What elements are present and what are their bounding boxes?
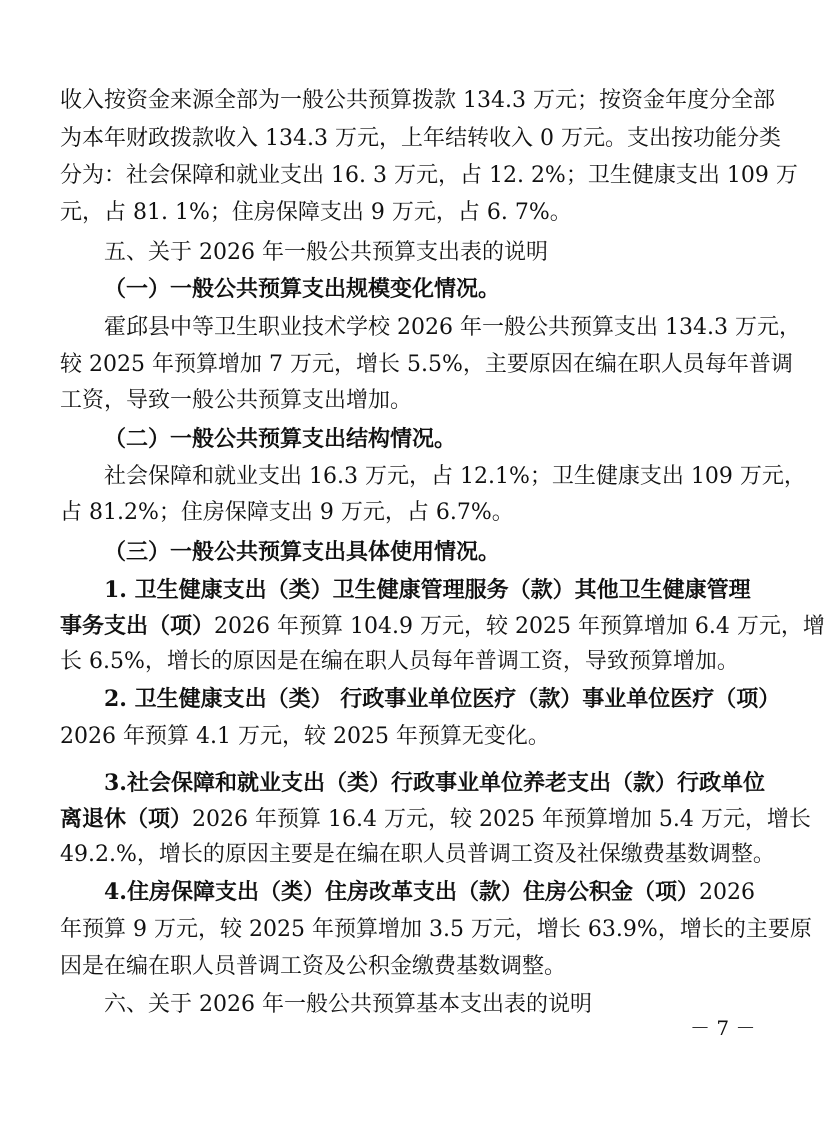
item2-title: 2. 卫生健康支出（类） 行政事业单位医疗（款）事业单位医疗（项） — [104, 686, 781, 712]
item3-line — [60, 800, 811, 838]
item2-line: 2026 年预算 4.1 万元，较 2025 年预算无变化。 — [60, 724, 550, 749]
item3-title-cont: 离退休（项） — [60, 806, 193, 832]
item4-title: 4.住房保障支出（类）住房改革支出（款）住房公积金（项） — [104, 879, 699, 905]
sub3-heading: （三）一般公共预算支出具体使用情况。 — [104, 539, 501, 565]
item1-line: 长 6.5%，增长的原因是在编在职人员每年普调工资，导致预算增加。 — [60, 649, 739, 674]
item3-title: 3.社会保障和就业支出（类）行政事业单位养老支出（款）行政单位 — [104, 770, 765, 796]
sub1-line: 霍邱县中等卫生职业技术学校 2026 年一般公共预算支出 134.3 万元， — [104, 315, 801, 340]
intro-line: 分为：社会保障和就业支出 16. 3 万元，占 12. 2%；卫生健康支出 109 万 — [60, 163, 798, 188]
item3-text: 2026 年预算 16.4 万元，较 2025 年预算增加 5.4 万元，增长 — [192, 807, 811, 832]
sub1-heading: （一）一般公共预算支出规模变化情况。 — [104, 276, 501, 302]
intro-line: 收入按资金来源全部为一般公共预算拨款 134.3 万元；按资金年度分全部 — [60, 88, 775, 113]
intro-line: 元，占 81. 1%；住房保障支出 9 万元，占 6. 7%。 — [60, 200, 572, 225]
item4-line: 年预算 9 万元，较 2025 年预算增加 3.5 万元，增长 63.9%，增长的主要原 — [60, 917, 812, 942]
item3-line: 49.2.%，增长的原因主要是在编在职人员普调工资及社保缴费基数调整。 — [60, 842, 775, 867]
item4-text: 2026 — [698, 880, 755, 905]
sub2-line: 占 81.2%；住房保障支出 9 万元，占 6.7%。 — [60, 500, 514, 525]
sub1-line: 工资，导致一般公共预算支出增加。 — [60, 388, 413, 413]
sub1-line: 较 2025 年预算增加 7 万元，增长 5.5%，主要原因在编在职人员每年普调 — [60, 352, 793, 377]
section6-heading: 六、关于 2026 年一般公共预算基本支出表的说明 — [104, 992, 592, 1017]
item1-title-cont: 事务支出（项） — [60, 613, 215, 639]
section5-heading: 五、关于 2026 年一般公共预算支出表的说明 — [104, 240, 548, 265]
item4-line: 因是在编在职人员普调工资及公积金缴费基数调整。 — [60, 954, 567, 979]
intro-line: 为本年财政拨款收入 134.3 万元，上年结转收入 0 万元。支出按功能分类 — [60, 126, 781, 151]
sub2-line: 社会保障和就业支出 16.3 万元，占 12.1%；卫生健康支出 109 万元， — [104, 464, 806, 489]
item1-text: 2026 年预算 104.9 万元，较 2025 年预算增加 6.4 万元，增 — [214, 614, 825, 639]
page-number: － 7 － — [690, 1016, 756, 1040]
item4-line — [104, 873, 755, 911]
item1-title: 1. 卫生健康支出（类）卫生健康管理服务（款）其他卫生健康管理 — [104, 577, 751, 603]
sub2-heading: （二）一般公共预算支出结构情况。 — [104, 426, 457, 452]
item1-line — [60, 607, 825, 645]
